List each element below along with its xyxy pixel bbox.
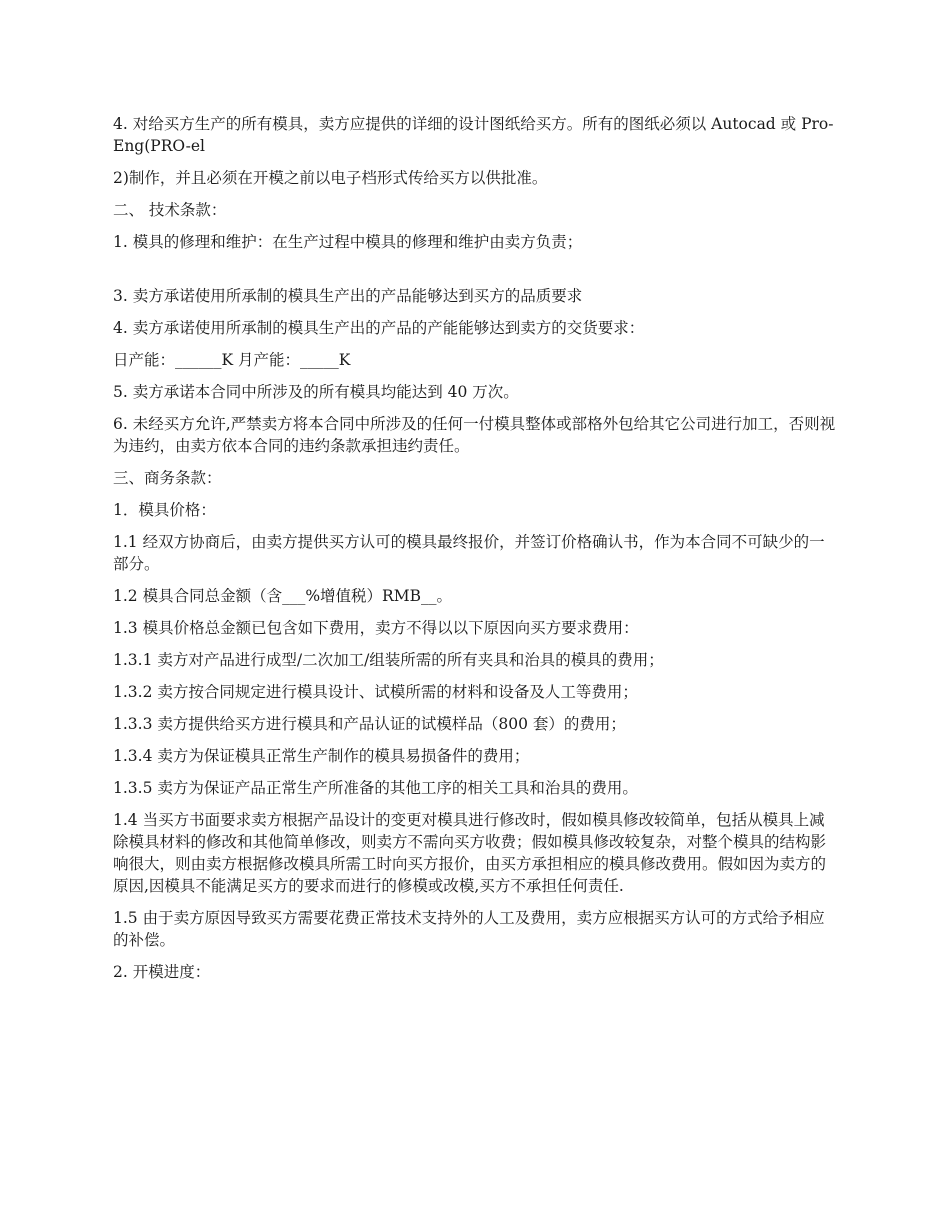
paragraph-tech-1: 1. 模具的修理和维护：在生产过程中模具的修理和维护由卖方负责； [113,233,583,251]
section-heading-commercial-terms: 三、商务条款： [113,469,222,487]
paragraph-1-3-2: 1.3.2 卖方按合同规定进行模具设计、试模所需的材料和设备及人工等费用； [113,683,638,701]
paragraph-1-3-1: 1.3.1 卖方对产品进行成型/二次加工/组装所需的所有夹具和治具的模具的费用； [113,651,664,669]
paragraph-capacity: 日产能：______K 月产能：_____K [113,351,351,369]
paragraph-tech-3: 3. 卖方承诺使用所承制的模具生产出的产品能够达到买方的品质要求 [113,287,583,305]
paragraph-drawing-format: 2)制作，并且必须在开模之前以电子档形式传给买方以供批准。 [113,169,548,187]
section-heading-technical-terms: 二、 技术条款： [113,201,227,219]
paragraph-1-4: 1.4 当买方书面要求卖方根据产品设计的变更对模具进行修改时，假如模具修改较简单，包括从模具上减除模具材料的修改和其他简单修改，则卖方不需向买方收费；假如模具修改较复杂，对整个模具的结构影响很大，则由卖方根据修改模具所需工时向买方报价，由买方承担相应的模具修改费用。假如因为卖方的原因,因模具不能满足买方的要求而进行的修模或改模,买方不承担任何责任. [113,811,827,895]
paragraph-tech-6: 6. 未经买方允许,严禁卖方将本合同中所涉及的任何一付模具整体或部格外包给其它公司进行加工，否则视为违约，由卖方依本合同的违约条款承担违约责任。 [113,415,836,455]
document-body [113,113,840,993]
paragraph-mold-schedule: 2. 开模进度： [113,963,211,981]
paragraph-mold-price: 1．模具价格： [113,501,216,519]
paragraph-1-3-3: 1.3.3 卖方提供给买方进行模具和产品认证的试模样品（800 套）的费用； [113,715,626,733]
paragraph-1-3-4: 1.3.4 卖方为保证模具正常生产制作的模具易损备件的费用； [113,747,530,765]
paragraph-1-1: 1.1 经双方协商后，由卖方提供买方认可的模具最终报价，并签订价格确认书，作为本合同不可缺少的一部分。 [113,533,825,573]
paragraph-drawing-requirement: 4. 对给买方生产的所有模具，卖方应提供的详细的设计图纸给买方。所有的图纸必须以 Autocad 或 Pro-Eng(PRO-el [113,115,834,155]
paragraph-1-5: 1.5 由于卖方原因导致买方需要花费正常技术支持外的人工及费用，卖方应根据买方认可的方式给予相应的补偿。 [113,909,825,949]
paragraph-1-2: 1.2 模具合同总金额（含___%增值税）RMB__。 [113,587,452,605]
paragraph-tech-5: 5. 卖方承诺本合同中所涉及的所有模具均能达到 40 万次。 [113,383,519,401]
paragraph-1-3: 1.3 模具价格总金额已包含如下费用，卖方不得以以下原因向买方要求费用： [113,619,639,637]
paragraph-tech-4: 4. 卖方承诺使用所承制的模具生产出的产品的产能能够达到卖方的交货要求： [113,319,645,337]
paragraph-1-3-5: 1.3.5 卖方为保证产品正常生产所准备的其他工序的相关工具和治具的费用。 [113,779,638,797]
